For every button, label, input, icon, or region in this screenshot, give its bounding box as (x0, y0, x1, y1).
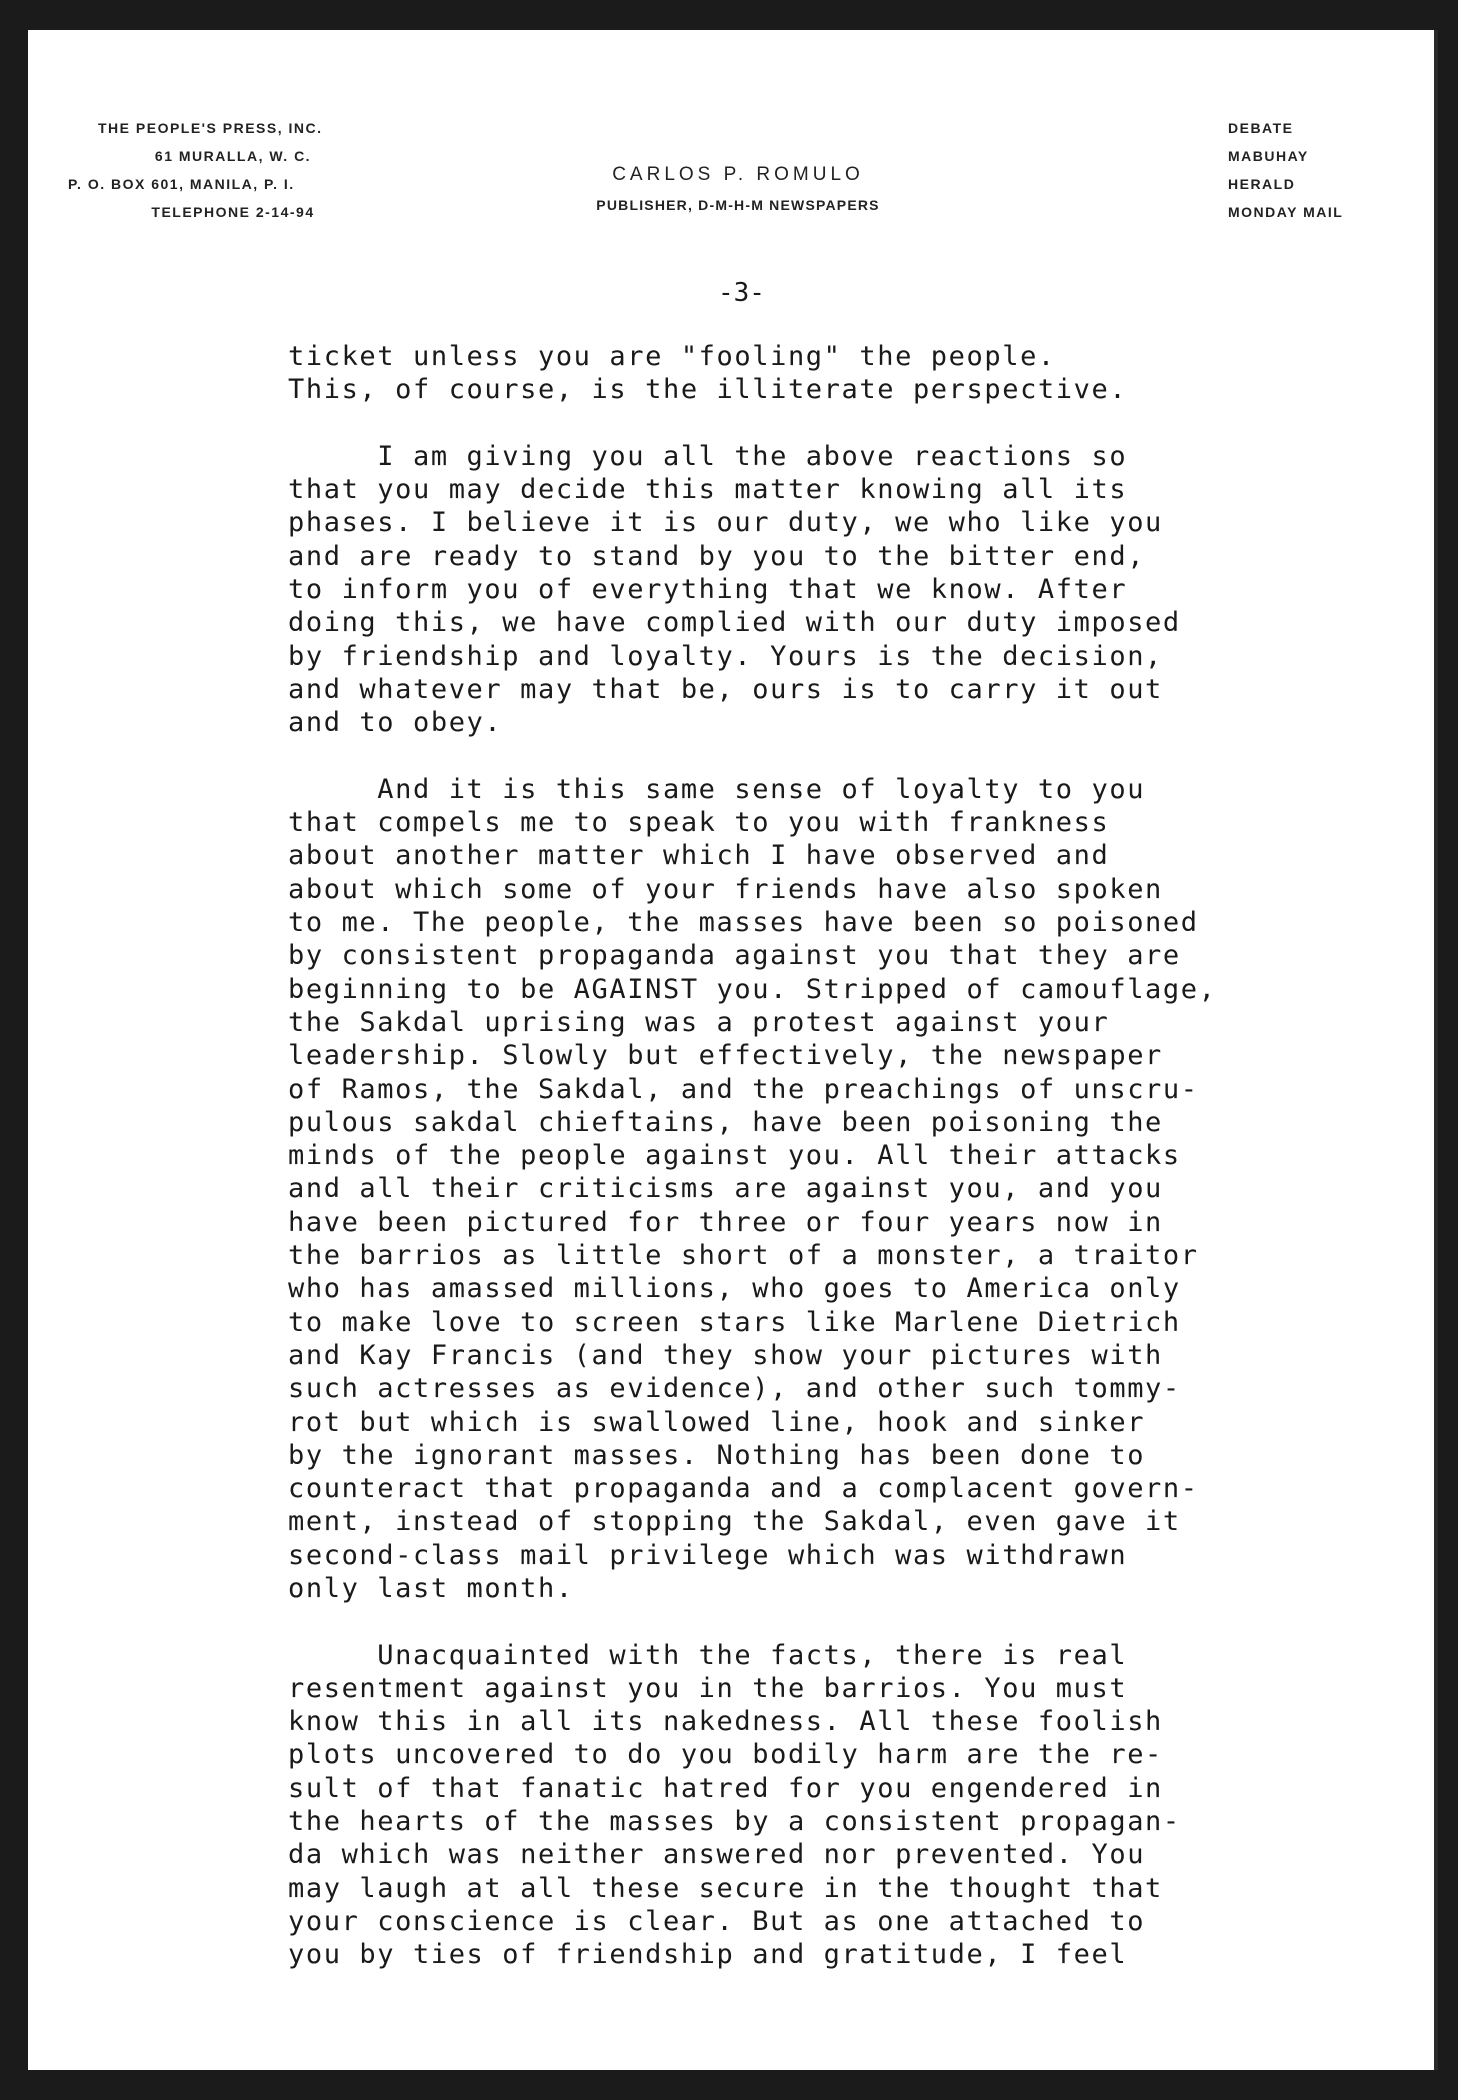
text-line: pulous sakdal chieftains, have been poisoning the (288, 1106, 1163, 1138)
letterhead-street: 61 MURALLA, W. C. (154, 148, 312, 164)
text-line: and Kay Francis (and they show your pictures with (288, 1339, 1163, 1371)
text-line: to make love to screen stars like Marlene Dietrich (288, 1306, 1181, 1338)
letterhead-publisher (538, 160, 938, 220)
text-line: to me. The people, the masses have been so poisoned (288, 907, 1199, 939)
text-line: second-class mail privilege which was withdrawn (288, 1539, 1128, 1571)
text-line: Unacquainted with the facts, there is real (288, 1639, 1128, 1671)
text-line: And it is this same sense of loyalty to you (288, 773, 1146, 805)
text-line: leadership. Slowly but effectively, the newspaper (288, 1040, 1163, 1072)
text-line: and are ready to stand by you to the bitter end, (288, 540, 1146, 572)
newspaper-mabuhay: MABUHAY (1228, 148, 1309, 164)
text-line: and to obey. (288, 707, 503, 739)
text-line: that you may decide this matter knowing all its (288, 474, 1128, 506)
text-line: about which some of your friends have also spoken (288, 873, 1163, 905)
paragraph (288, 340, 1308, 407)
text-line: plots uncovered to do you bodily harm are the re- (288, 1739, 1163, 1771)
text-line: phases. I believe it is our duty, we who like you (288, 507, 1163, 539)
text-line: to inform you of everything that we know. After (288, 574, 1128, 606)
text-line: and all their criticisms are against you, and you (288, 1173, 1163, 1205)
paragraph (288, 440, 1308, 740)
text-line: the barrios as little short of a monster, a traitor (288, 1240, 1199, 1272)
text-line: beginning to be AGAINST you. Stripped of camouflage, (288, 973, 1217, 1005)
paragraph (288, 773, 1308, 1605)
text-line: you by ties of friendship and gratitude, I feel (288, 1939, 1128, 1971)
letterhead-telephone: TELEPHONE 2-14-94 (151, 204, 315, 220)
text-line: your conscience is clear. But as one attached to (288, 1905, 1146, 1937)
text-line: doing this, we have complied with our duty imposed (288, 607, 1181, 639)
text-line: by consistent propaganda against you that they are (288, 940, 1181, 972)
text-line: rot but which is swallowed line, hook and sinker (288, 1406, 1146, 1438)
text-line: by friendship and loyalty. Yours is the decision, (288, 640, 1163, 672)
text-line: may laugh at all these secure in the thought that (288, 1872, 1163, 1904)
text-line: minds of the people against you. All their attacks (288, 1140, 1181, 1172)
letterhead-pobox: P. O. BOX 601, MANILA, P. I. (68, 176, 295, 192)
text-line: by the ignorant masses. Nothing has been done to (288, 1439, 1146, 1471)
letter-page (28, 30, 1438, 2070)
newspaper-debate: DEBATE (1228, 120, 1294, 136)
text-line: counteract that propaganda and a complacent govern- (288, 1473, 1199, 1505)
text-line: the Sakdal uprising was a protest against your (288, 1006, 1110, 1038)
letterhead-newspapers (1228, 114, 1398, 226)
letterhead-company: THE PEOPLE'S PRESS, INC. (98, 120, 323, 136)
text-line: da which was neither answered nor prevented. You (288, 1839, 1146, 1871)
text-line: that compels me to speak to you with frankness (288, 807, 1110, 839)
text-line: ticket unless you are "fooling" the people. (288, 341, 1056, 372)
text-line: sult of that fanatic hatred for you engendered in (288, 1772, 1163, 1804)
newspaper-herald: HERALD (1228, 176, 1296, 192)
paragraph (288, 1639, 1308, 1972)
text-line: I am giving you all the above reactions so (288, 440, 1128, 472)
text-line: who has amassed millions, who goes to America only (288, 1273, 1181, 1305)
newspaper-monday-mail: MONDAY MAIL (1228, 204, 1344, 220)
text-line: only last month. (288, 1572, 574, 1604)
text-line: have been pictured for three or four years now in (288, 1206, 1163, 1238)
text-line: of Ramos, the Sakdal, and the preachings of unscru- (288, 1073, 1199, 1105)
text-line: about another matter which I have observed and (288, 840, 1110, 872)
publisher-name: CARLOS P. ROMULO (612, 164, 864, 185)
text-line: This, of course, is the illiterate perspective. (288, 374, 1128, 406)
publisher-title: PUBLISHER, D-M-H-M NEWSPAPERS (596, 197, 880, 213)
text-line: know this in all its nakedness. All these foolish (288, 1706, 1163, 1738)
text-line: and whatever may that be, ours is to carry it out (288, 673, 1163, 705)
text-line: resentment against you in the barrios. You must (288, 1672, 1128, 1704)
letterhead-address (68, 114, 398, 226)
letter-body (288, 340, 1308, 2005)
text-line: such actresses as evidence), and other such tommy- (288, 1373, 1181, 1405)
text-line: the hearts of the masses by a consistent propagan- (288, 1806, 1181, 1838)
text-line: ment, instead of stopping the Sakdal, even gave it (288, 1506, 1181, 1538)
page-number: -3- (718, 278, 765, 308)
